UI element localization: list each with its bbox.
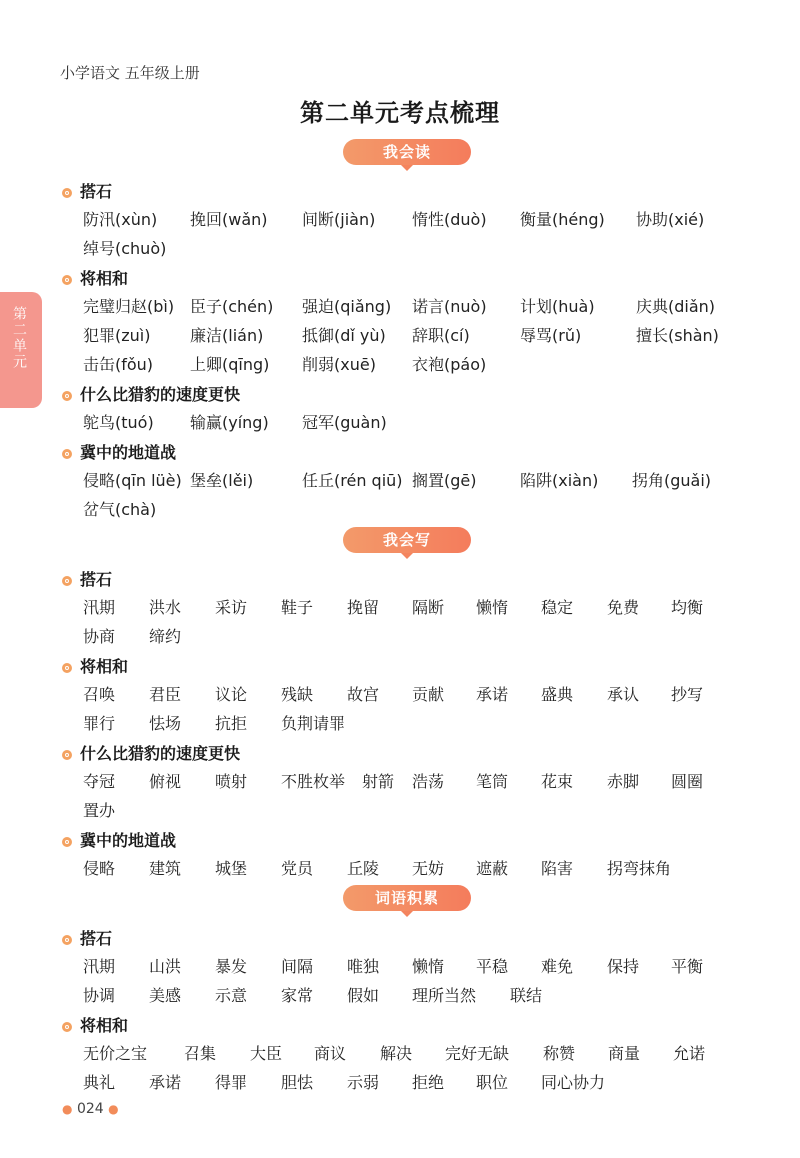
word-item: 庆典(diǎn) (636, 297, 716, 316)
word-item: 上卿(qīng) (190, 355, 270, 374)
word-item: 圆圈 (671, 772, 704, 791)
section-heading-label: 什么比猎豹的速度更快 (80, 385, 241, 404)
section-heading (62, 382, 240, 405)
word-item: 抵御(dǐ yù) (302, 326, 386, 345)
section-heading-label: 冀中的地道战 (80, 831, 177, 850)
word-item: 称赞 (543, 1044, 576, 1063)
banner-vocab-label: 词语积累 (374, 889, 439, 907)
section-heading (62, 440, 176, 463)
dot-icon: ● (62, 1102, 73, 1116)
word-item: 承诺 (476, 685, 509, 704)
bullet-icon (62, 391, 72, 401)
bullet-icon (62, 663, 72, 673)
word-item: 允诺 (673, 1044, 706, 1063)
word-item: 缔约 (149, 627, 182, 646)
word-item: 置办 (83, 801, 116, 820)
section-heading (62, 828, 176, 851)
word-item: 侵略 (83, 859, 116, 878)
word-item: 家常 (281, 986, 314, 1005)
section-heading-label: 将相和 (80, 1016, 129, 1035)
word-item: 协商 (83, 627, 116, 646)
banner-vocab (343, 885, 471, 911)
word-item: 保持 (607, 957, 640, 976)
word-item: 堡垒(lěi) (190, 471, 254, 490)
word-item: 汛期 (83, 598, 116, 617)
section-heading (62, 1013, 128, 1036)
word-item: 俯视 (149, 772, 182, 791)
word-item: 联结 (510, 986, 543, 1005)
word-item: 商议 (314, 1044, 347, 1063)
word-item: 赤脚 (607, 772, 640, 791)
word-item: 击缶(fǒu) (83, 355, 154, 374)
word-item: 廉洁(lián) (190, 326, 264, 345)
word-item: 衣袍(páo) (412, 355, 487, 374)
word-item: 城堡 (215, 859, 248, 878)
word-item: 党员 (281, 859, 314, 878)
bullet-icon (62, 188, 72, 198)
word-item: 任丘(rén qiū) (302, 471, 403, 490)
word-item: 抄写 (671, 685, 704, 704)
bullet-icon (62, 576, 72, 586)
word-item: 怯场 (149, 714, 182, 733)
section-heading-label: 搭石 (80, 182, 113, 201)
word-item: 盛典 (541, 685, 574, 704)
word-item: 残缺 (281, 685, 314, 704)
word-item: 拐弯抹角 (607, 859, 672, 878)
word-item: 抗拒 (215, 714, 248, 733)
word-item: 山洪 (149, 957, 182, 976)
word-item: 示弱 (347, 1073, 380, 1092)
page-number-label: 024 (76, 1101, 104, 1117)
word-item: 间隔 (281, 957, 314, 976)
banner-read (343, 139, 471, 165)
word-item: 洪水 (149, 598, 182, 617)
bullet-icon (62, 275, 72, 285)
word-item: 挽回(wǎn) (190, 210, 268, 229)
section-heading (62, 654, 128, 677)
word-item: 花束 (541, 772, 574, 791)
section-heading-label: 将相和 (80, 657, 129, 676)
word-item: 隔断 (412, 598, 445, 617)
section-heading (62, 741, 240, 764)
word-item: 完璧归赵(bì) (83, 297, 175, 316)
banner-write-label: 我会写 (382, 531, 431, 549)
word-item: 间断(jiàn) (302, 210, 376, 229)
word-item: 议论 (215, 685, 248, 704)
section-heading-label: 什么比猎豹的速度更快 (80, 744, 241, 763)
word-item: 免费 (607, 598, 640, 617)
word-item: 召唤 (83, 685, 116, 704)
word-item: 承诺 (149, 1073, 182, 1092)
word-item: 平衡 (671, 957, 704, 976)
bullet-icon (62, 1022, 72, 1032)
word-item: 搁置(gē) (412, 471, 477, 490)
side-tab-label: 第二单元 (11, 306, 27, 370)
word-item: 无妨 (412, 859, 445, 878)
word-item: 挽留 (347, 598, 380, 617)
word-item: 浩荡 (412, 772, 445, 791)
word-item: 难免 (541, 957, 574, 976)
word-item: 笔筒 (476, 772, 509, 791)
word-item: 建筑 (149, 859, 182, 878)
bullet-icon (62, 449, 72, 459)
word-item: 协调 (83, 986, 116, 1005)
word-item: 防汛(xùn) (83, 210, 158, 229)
word-item: 采访 (215, 598, 248, 617)
word-item: 丘陵 (347, 859, 380, 878)
side-tab (0, 292, 42, 408)
word-item: 计划(huà) (520, 297, 595, 316)
word-item: 拐角(guǎi) (632, 471, 712, 490)
word-item: 绰号(chuò) (83, 239, 167, 258)
word-item: 协助(xié) (636, 210, 705, 229)
word-item: 陷阱(xiàn) (520, 471, 599, 490)
word-item: 拒绝 (412, 1073, 445, 1092)
word-item: 承认 (607, 685, 640, 704)
word-item: 暴发 (215, 957, 248, 976)
word-item: 岔气(chà) (83, 500, 157, 519)
word-item: 商量 (608, 1044, 641, 1063)
word-item: 理所当然 (412, 986, 477, 1005)
banner-write (343, 527, 471, 553)
word-item: 强迫(qiǎng) (302, 297, 392, 316)
word-item: 贡献 (412, 685, 445, 704)
word-item: 大臣 (250, 1044, 283, 1063)
word-item: 君臣 (149, 685, 182, 704)
bullet-icon (62, 750, 72, 760)
word-item: 均衡 (671, 598, 704, 617)
page-number (62, 1101, 119, 1117)
word-item: 假如 (347, 986, 380, 1005)
running-head: 小学语文 五年级上册 (60, 64, 200, 82)
word-item: 示意 (215, 986, 248, 1005)
word-item: 解决 (380, 1044, 413, 1063)
word-item: 削弱(xuē) (302, 355, 376, 374)
word-item: 负荆请罪 (281, 714, 346, 733)
word-item: 陷害 (541, 859, 574, 878)
bullet-icon (62, 935, 72, 945)
word-item: 惰性(duò) (412, 210, 487, 229)
word-item: 夺冠 (83, 772, 116, 791)
word-item: 诺言(nuò) (412, 297, 487, 316)
word-item: 射箭 (362, 772, 395, 791)
banner-read-label: 我会读 (382, 143, 431, 161)
word-item: 汛期 (83, 957, 116, 976)
word-item: 得罪 (215, 1073, 248, 1092)
word-item: 遮蔽 (476, 859, 509, 878)
word-item: 臣子(chén) (190, 297, 274, 316)
section-heading (62, 567, 112, 590)
word-item: 懒惰 (412, 957, 445, 976)
word-item: 召集 (184, 1044, 217, 1063)
section-heading-label: 搭石 (80, 929, 113, 948)
section-heading-label: 将相和 (80, 269, 129, 288)
section-heading (62, 926, 112, 949)
word-item: 擅长(shàn) (636, 326, 719, 345)
bullet-icon (62, 837, 72, 847)
word-item: 胆怯 (281, 1073, 314, 1092)
word-item: 喷射 (215, 772, 248, 791)
word-item: 输赢(yíng) (190, 413, 269, 432)
page-title: 第二单元考点梳理 (300, 99, 500, 127)
word-item: 稳定 (541, 598, 574, 617)
word-item: 衡量(héng) (520, 210, 605, 229)
word-item: 无价之宝 (83, 1044, 148, 1063)
dot-icon: ● (108, 1102, 119, 1116)
word-item: 辱骂(rǔ) (520, 326, 582, 345)
word-item: 完好无缺 (445, 1044, 510, 1063)
word-item: 辞职(cí) (412, 326, 470, 345)
section-heading (62, 179, 112, 202)
section-heading-label: 冀中的地道战 (80, 443, 177, 462)
section-heading (62, 266, 128, 289)
word-item: 职位 (476, 1073, 509, 1092)
word-item: 典礼 (83, 1073, 116, 1092)
word-item: 故宫 (347, 685, 380, 704)
word-item: 唯独 (347, 957, 380, 976)
word-item: 平稳 (476, 957, 509, 976)
word-item: 鞋子 (281, 598, 314, 617)
word-item: 冠军(guàn) (302, 413, 387, 432)
section-heading-label: 搭石 (80, 570, 113, 589)
word-item: 同心协力 (541, 1073, 606, 1092)
word-item: 罪行 (83, 714, 116, 733)
word-item: 侵略(qīn lüè) (83, 471, 182, 490)
word-item: 犯罪(zuì) (83, 326, 151, 345)
word-item: 美感 (149, 986, 182, 1005)
word-item: 鸵鸟(tuó) (83, 413, 154, 432)
word-item: 不胜枚举 (281, 772, 346, 791)
word-item: 懒惰 (476, 598, 509, 617)
